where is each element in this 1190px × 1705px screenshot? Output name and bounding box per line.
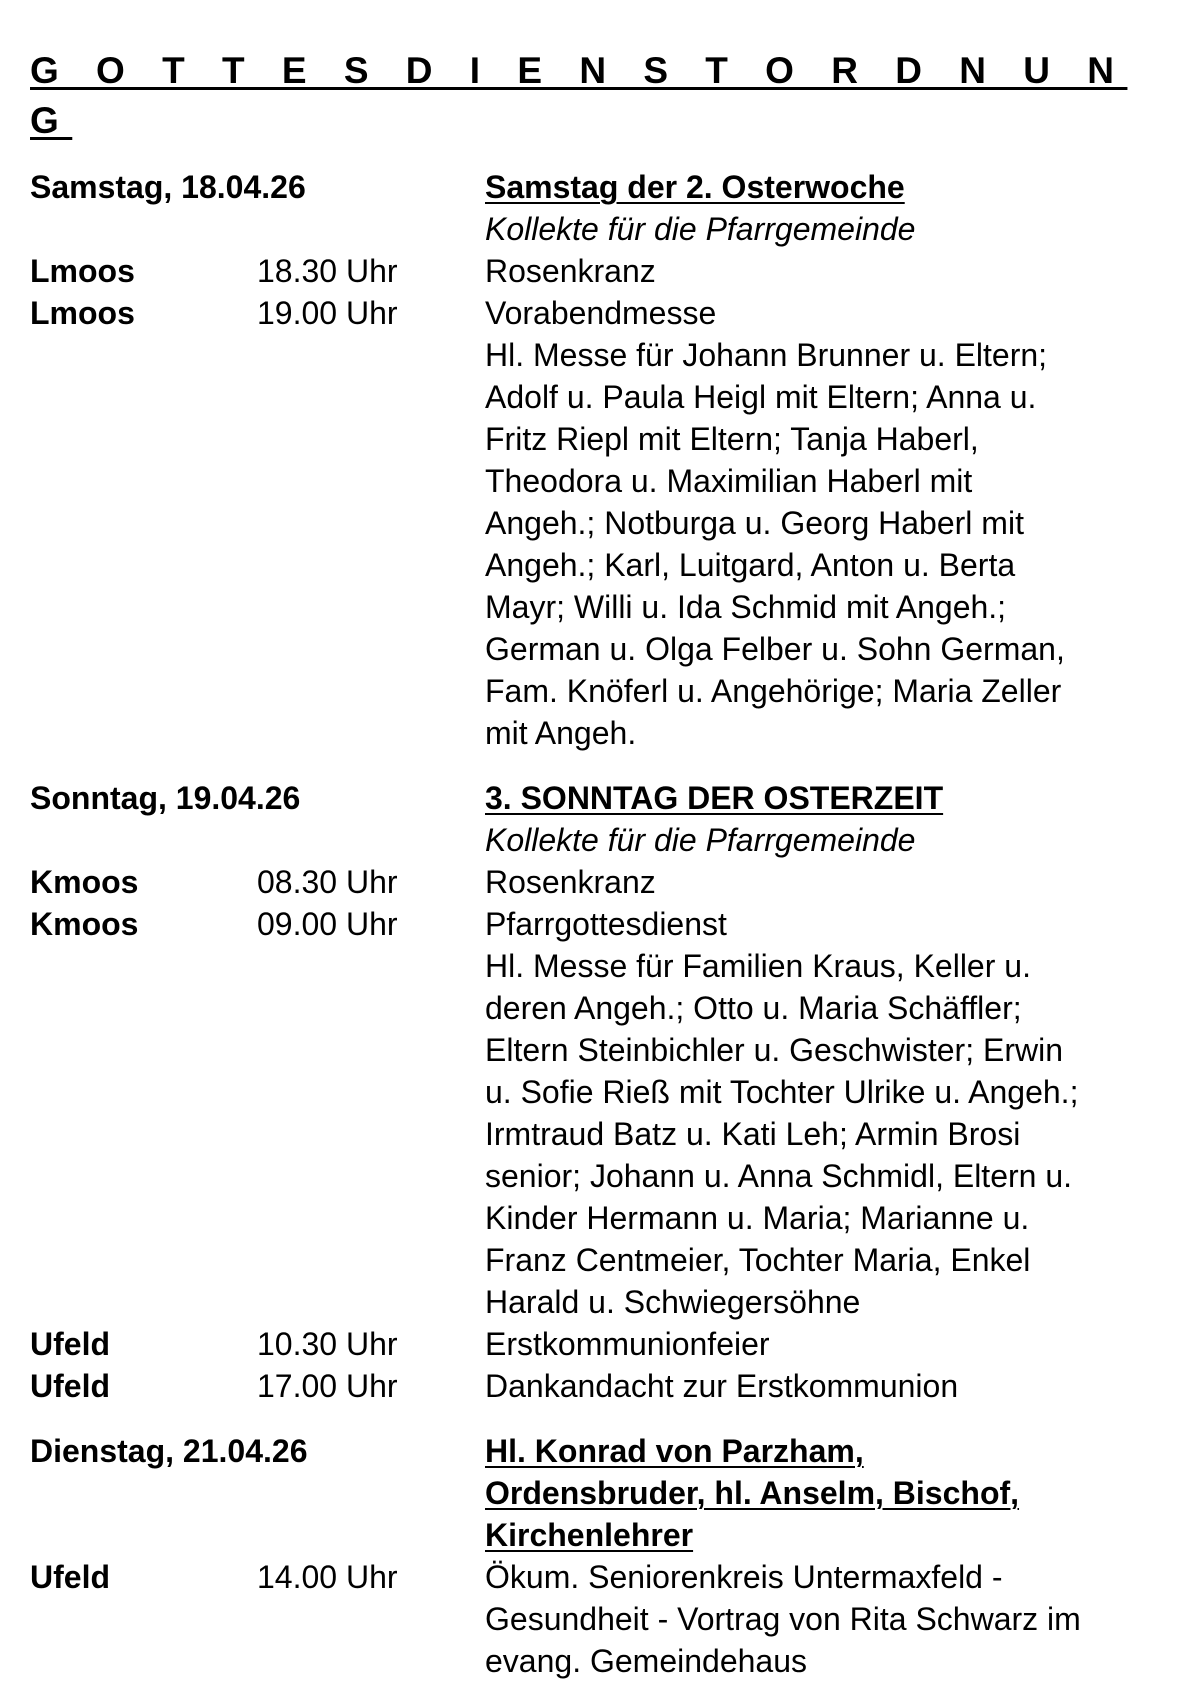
collect-note: Kollekte für die Pfarrgemeinde (485, 822, 916, 858)
service-place: Kmoos (30, 864, 139, 900)
service-time: 09.00 Uhr (257, 906, 398, 942)
service-time: 19.00 Uhr (257, 295, 398, 331)
mass-intentions: Hl. Messe für Johann Brunner u. Eltern; Adolf u. Paula Heigl mit Eltern; Anna u. Fritz Riepl mit Eltern; Tanja Haberl, Theodora u. Maximilian Haberl mit Angeh.; Notburga u. Georg Haberl mit Angeh.; Karl, Luitgard, Anton u. Berta Mayr; Willi u. Ida Schmid mit Angeh.; German u. Olga Felber u. Sohn German, Fam. Knöferl u. Angehörige; Maria Zeller mit Angeh. (485, 337, 1065, 751)
service-description: Erstkommunionfeier (485, 1326, 770, 1362)
service-description: Rosenkranz (485, 864, 656, 900)
service-row (30, 1323, 1170, 1365)
service-time: 18.30 Uhr (257, 253, 398, 289)
day-date: Dienstag, 21.04.26 (30, 1433, 308, 1469)
service-description: Vorabendmesse (485, 295, 717, 331)
service-row (30, 292, 1170, 754)
day-header (30, 1430, 1170, 1556)
service-description: Dankandacht zur Erstkommunion (485, 1368, 959, 1404)
service-row (30, 1556, 1170, 1682)
service-description: Ökum. Seniorenkreis Untermaxfeld - Gesundheit - Vortrag von Rita Schwarz im evang. Gemeindehaus (485, 1559, 1081, 1679)
collect-row (30, 819, 1170, 861)
service-place: Ufeld (30, 1326, 110, 1362)
mass-intentions: Hl. Messe für Familien Kraus, Keller u. deren Angeh.; Otto u. Maria Schäffler; Eltern Steinbichler u. Geschwister; Erwin u. Sofie Rieß mit Tochter Ulrike u. Angeh.; Irmtraud Batz u. Kati Leh; Armin Brosi senior; Johann u. Anna Schmidl, Eltern u. Kinder Hermann u. Maria; Marianne u. Franz Centmeier, Tochter Maria, Enkel Harald u. Schwiegersöhne (485, 948, 1079, 1320)
collect-row (30, 208, 1170, 250)
service-place: Ufeld (30, 1368, 110, 1404)
liturgical-title: Hl. Konrad von Parzham, Ordensbruder, hl. Anselm, Bischof, Kirchenlehrer (485, 1433, 1020, 1553)
service-place: Ufeld (30, 1559, 110, 1595)
service-time: 08.30 Uhr (257, 864, 398, 900)
service-place: Kmoos (30, 906, 139, 942)
service-time: 14.00 Uhr (257, 1559, 398, 1595)
service-time: 10.30 Uhr (257, 1326, 398, 1362)
service-description: Rosenkranz (485, 253, 656, 289)
day-header (30, 777, 1170, 819)
day-date: Sonntag, 19.04.26 (30, 780, 301, 816)
collect-note: Kollekte für die Pfarrgemeinde (485, 211, 916, 247)
service-row (30, 861, 1170, 903)
day-header (30, 166, 1170, 208)
service-row (30, 903, 1170, 1323)
service-row (30, 250, 1170, 292)
liturgical-title: Samstag der 2. Osterwoche (485, 169, 905, 205)
service-description: Pfarrgottesdienst (485, 906, 727, 942)
page-title: G O T T E S D I E N S T O R D N U N G (30, 50, 1128, 141)
day-block-tuesday (30, 1430, 1170, 1682)
day-block-saturday (30, 166, 1170, 754)
day-date: Samstag, 18.04.26 (30, 169, 306, 205)
service-place: Lmoos (30, 295, 135, 331)
service-time: 17.00 Uhr (257, 1368, 398, 1404)
day-block-sunday (30, 777, 1170, 1407)
liturgical-title: 3. SONNTAG DER OSTERZEIT (485, 780, 944, 816)
service-place: Lmoos (30, 253, 135, 289)
service-row (30, 1365, 1170, 1407)
service-schedule (30, 46, 1170, 1705)
